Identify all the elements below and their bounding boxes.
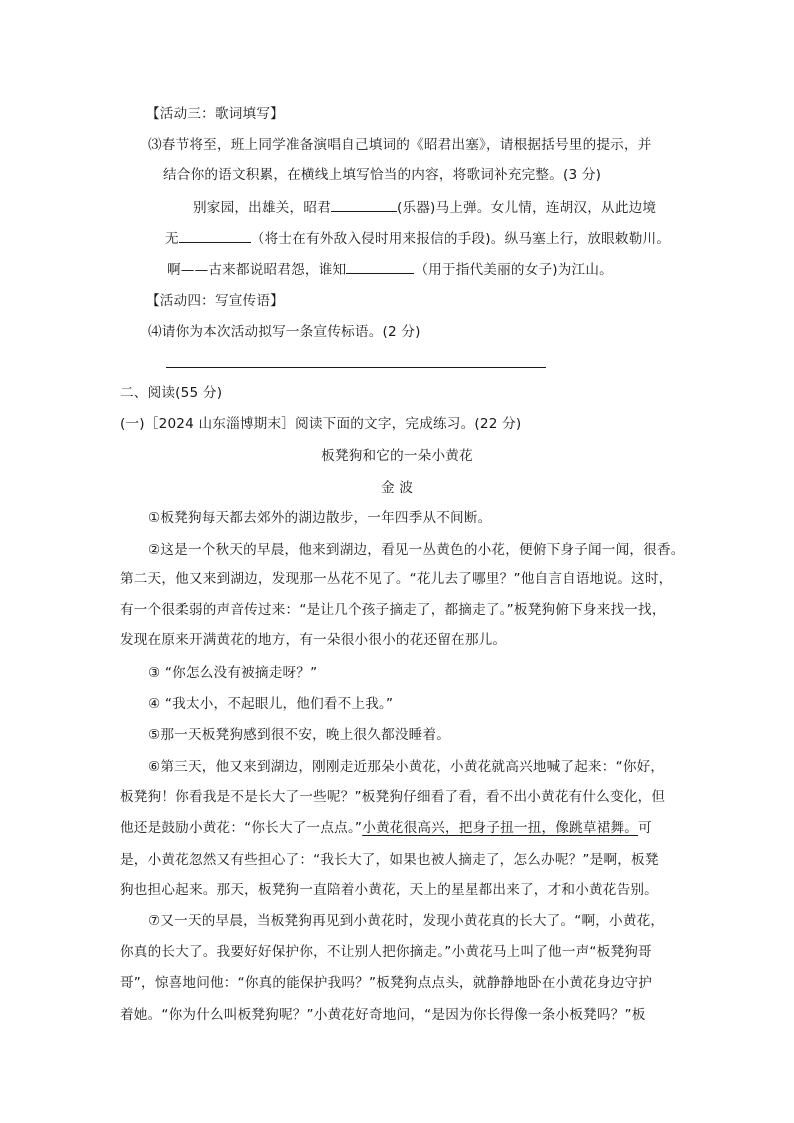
section2-subheading: (一)［2024 山东淄博期末］阅读下面的文字，完成练习。(22 分) xyxy=(120,416,522,432)
lyric-line1 xyxy=(193,197,656,218)
article-author: 金 波 xyxy=(380,480,414,496)
paragraph-6-line3-text-a: 他还是鼓励小黄花：“你长大了一点点。” xyxy=(120,820,363,836)
activity3-heading: 【活动三：歌词填写】 xyxy=(146,106,284,122)
paragraph-7-line3: 哥”，惊喜地问他：“你真的能保护我吗？”板凳狗点点头，就静静地卧在小黄花身边守护 xyxy=(120,975,653,991)
paragraph-6-line2: 板凳狗！你看我是不是长大了一些呢？”板凳狗仔细看了看，看不出小黄花有什么变化，但 xyxy=(120,789,666,805)
lyric-line3-text-b: （用于指代美丽的女子)为江山。 xyxy=(414,262,613,278)
paragraph-1: ①板凳狗每天都去郊外的湖边散步，一年四季从不间断。 xyxy=(148,510,492,526)
paragraph-2-line4: 发现在原来开满黄花的地方，有一朵很小很小的花还留在那儿。 xyxy=(120,632,507,648)
underlined-sentence: 小黄花很高兴，把身子扭一扭，像跳草裙舞。 xyxy=(362,820,639,836)
paragraph-6-line5: 狗也担心起来。那天，板凳狗一直陪着小黄花，天上的星星都出来了，才和小黄花告别。 xyxy=(120,882,658,898)
paragraph-2-line2: 第二天，他又来到湖边，发现那一丛花不见了。“花儿去了哪里？”他自言自语地说。这时， xyxy=(120,571,673,587)
blank-beauty[interactable] xyxy=(346,259,414,274)
paragraph-7-line2: 你真的长大了。我要好好保护你，不让别人把你摘走。”小黄花马上叫了他一声“板凳狗哥 xyxy=(120,944,652,960)
paragraph-7-line1: ⑦又一天的早晨，当板凳狗再见到小黄花时，发现小黄花真的长大了。“啊，小黄花， xyxy=(148,913,665,929)
question4: ⑷请你为本次活动拟写一条宣传标语。(2 分) xyxy=(148,324,421,340)
lyric-line1-text-a: 别家园，出雄关，昭君 xyxy=(193,200,331,216)
blank-instrument[interactable] xyxy=(331,197,397,212)
paragraph-2-line1: ②这是一个秋天的早晨，他来到湖边，看见一丛黄色的小花，便俯下身子闻一闻，很香。 xyxy=(148,542,685,558)
paragraph-6-line3-text-b: 可 xyxy=(638,820,652,836)
paragraph-2-line3: 有一个很柔弱的声音传过来：“是让几个孩子摘走了，都摘走了。”板凳狗俯下身来找一找， xyxy=(120,602,666,618)
lyric-line2 xyxy=(165,228,670,249)
paragraph-6-line3 xyxy=(120,818,652,838)
section2-heading: 二、阅读(55 分) xyxy=(120,385,223,401)
paragraph-3: ③ “你怎么没有被摘走呀？” xyxy=(148,665,318,681)
paragraph-6-line1: ⑥第三天，他又来到湖边，刚刚走近那朵小黄花，小黄花就高兴地喊了起来：“你好， xyxy=(148,759,665,775)
lyric-line1-text-b: (乐器)马上弹。女儿情，连胡汉，从此边境 xyxy=(396,200,657,216)
article-title: 板凳狗和它的一朵小黄花 xyxy=(321,448,473,464)
activity4-heading: 【活动四：写宣传语】 xyxy=(146,293,284,309)
lyric-line2-text-b: （将士在有外敌入侵时用来报信的手段)。纵马塞上行，放眼敕勒川。 xyxy=(250,231,671,247)
lyric-line3 xyxy=(167,259,613,280)
question3-line1: ⑶春节将至，班上同学准备演唱自己填词的《昭君出塞》，请根据括号里的提示，并 xyxy=(148,137,652,153)
blank-signal[interactable] xyxy=(179,228,251,243)
paragraph-4: ④ “我太小，不起眼儿，他们看不上我。” xyxy=(148,696,394,712)
lyric-line3-text-a: 啊——古来都说昭君怨，谁知 xyxy=(167,262,347,278)
paragraph-6-line4: 是，小黄花忽然又有些担心了：“我长大了，如果也被人摘走了，怎么办呢？”是啊，板凳 xyxy=(120,852,659,868)
paragraph-5: ⑤那一天板凳狗感到很不安，晚上很久都没睡着。 xyxy=(148,727,451,743)
question3-line2: 结合你的语文积累，在横线上填写恰当的内容，将歌词补充完整。(3 分) xyxy=(163,167,602,183)
paragraph-7-line4: 着她。“你为什么叫板凳狗呢？”小黄花好奇地问，“是因为你长得像一条小板凳吗？”板 xyxy=(120,1007,646,1023)
answer-line-q4[interactable] xyxy=(166,367,546,368)
lyric-line2-text-a: 无 xyxy=(165,231,179,247)
